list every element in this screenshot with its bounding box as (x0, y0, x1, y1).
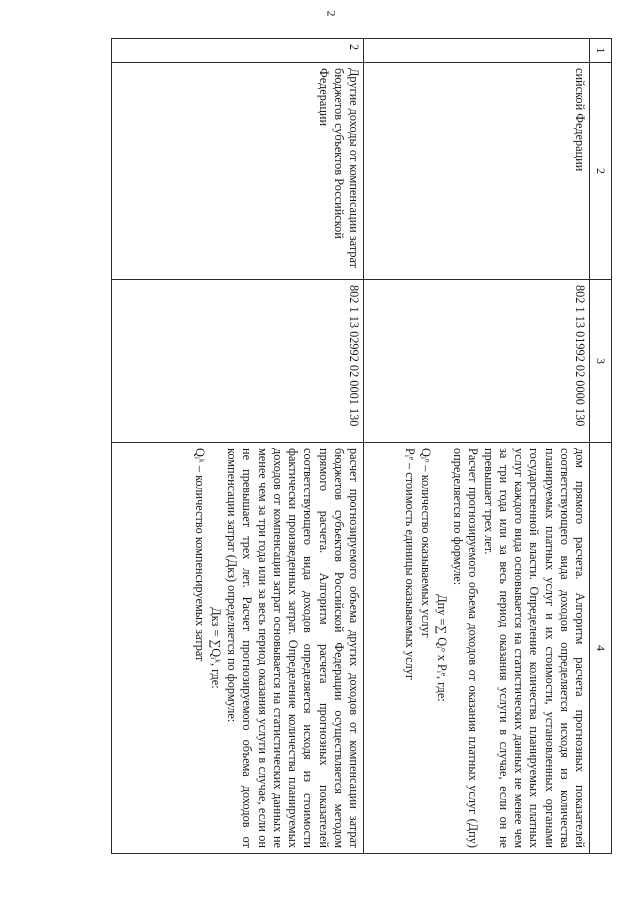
income-forecast-table (111, 38, 612, 854)
table-row (364, 39, 590, 854)
row-number: 2 (112, 39, 364, 63)
table-row (112, 39, 364, 854)
formula-variable: Qᵢᵒ – количество оказываемых услуг (418, 448, 433, 638)
formula-variable: Qᵢᵏ – количество компенсируемых затрат (192, 448, 207, 662)
table-header-row (590, 39, 612, 854)
budget-code: 802 1 13 01992 02 0000 130 (364, 280, 590, 443)
header-col-4: 4 (590, 443, 612, 854)
rotated-page (111, 38, 612, 853)
income-name: Другие доходы от компенсации затрат бюджетов субъектов Российской Федерации (112, 63, 364, 280)
formula: Дкз = ∑Qᵢᵏ, где: (208, 607, 223, 689)
header-col-1: 1 (590, 39, 612, 63)
calculation-method (112, 443, 364, 854)
header-col-3: 3 (590, 280, 612, 443)
row-number (364, 39, 590, 63)
income-name: сийской Федерации (364, 63, 590, 280)
calculation-method (364, 443, 590, 854)
method-paragraph: Расчет прогнозируемого объема доходов от оказания платных услуг (Дпу) определяется по формуле: (451, 448, 481, 848)
method-paragraph: расчет прогнозируемого объема других доходов от компенсации затрат бюджетов субъектов Российской Федерации осуществляется методом прямого расчета. Алгоритм расчета прогнозных показателей соответствующего вида доходов определяется исходя из стоимости фактически произведенных затрат. Определение количества планируемых доходов от компенсации затрат основывается на статистических данных не менее чем за три года или за весь период оказания услуги в случае, если он не превышает трех лет. Расчет прогнозируемого объема доходов от компенсации затрат (Дкз) определяется по формуле: (225, 448, 361, 848)
method-paragraph: дом прямого расчета. Алгоритм расчета прогнозных показателей соответствующего вида доходов определяется исходя из количества планируемых платных услуг и их стоимости, установленных органами государственной власти. Определение количества планируемых платных услуг каждого вида основывается на статистических данных не менее чем за три года или за весь период оказания услуги в случае, если он не превышает трех лет. (481, 448, 587, 848)
formula-variable: Pᵢᵉ – стоимость единицы оказываемых услуг (403, 448, 418, 680)
formula: Дпу =∑ Qᵢᵒ x Pᵢᵉ, где: (434, 594, 449, 702)
budget-code: 802 1 13 02992 02 0001 130 (112, 280, 364, 443)
header-col-2: 2 (590, 63, 612, 280)
page-number: 2 (324, 10, 339, 17)
